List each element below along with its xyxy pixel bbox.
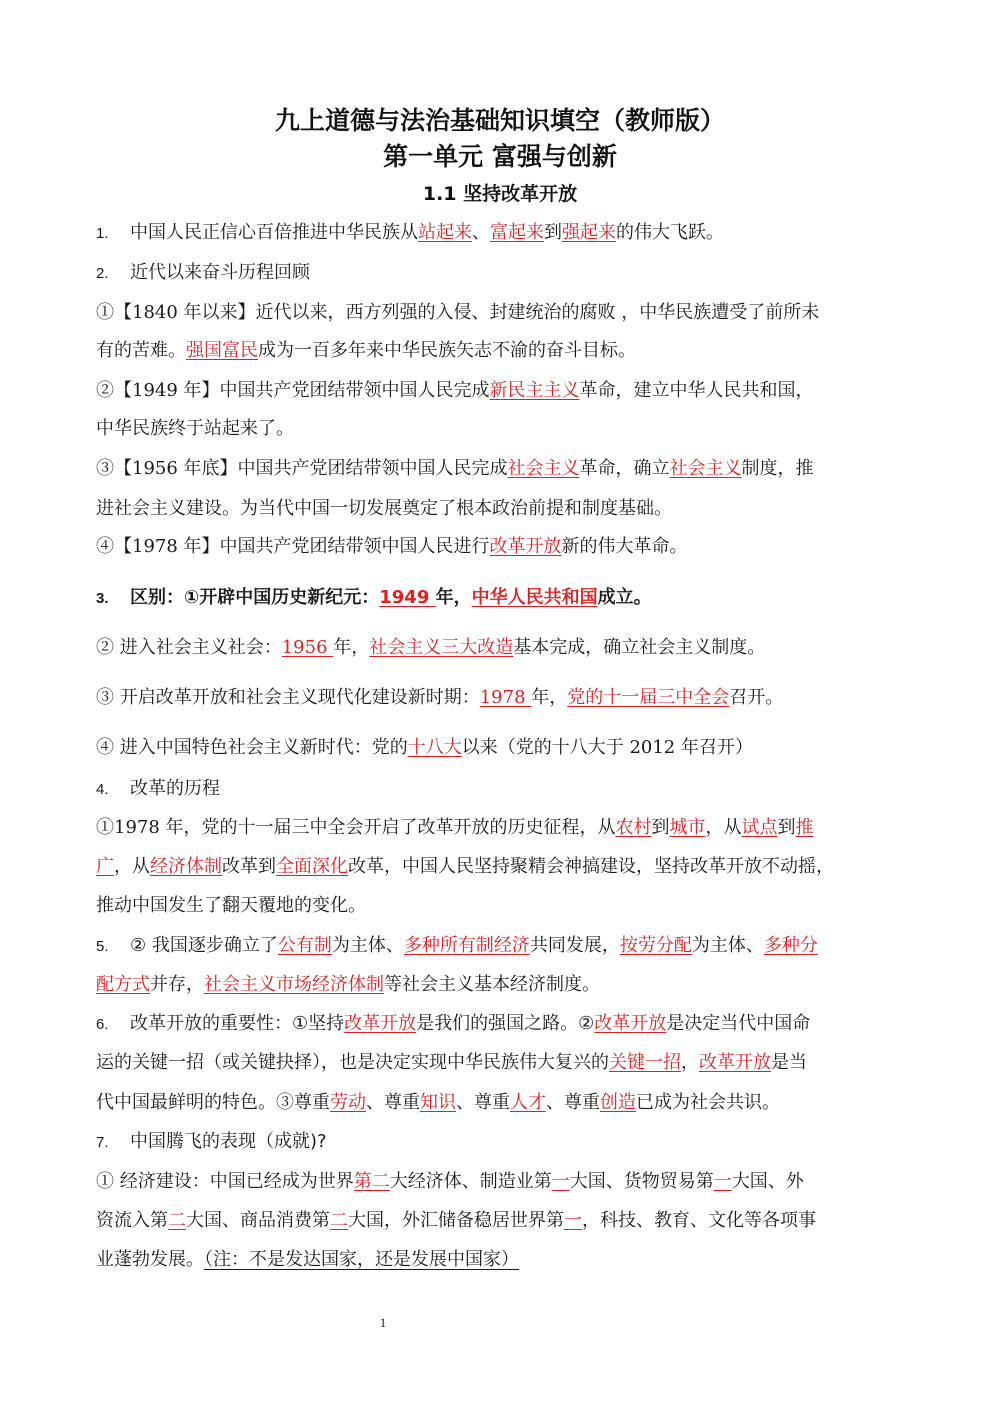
text-segment: 的伟大飞跃。 <box>616 222 724 243</box>
text-segment: 近代以来奋斗历程回顾 <box>130 262 310 283</box>
text-segment: ④ 进入中国特色社会主义新时代：党的 <box>96 737 408 758</box>
answer-blank: 十八大 <box>407 737 462 758</box>
answer-blank: 二 <box>168 1210 186 1231</box>
body-text-line <box>96 300 916 326</box>
text-segment: 为主体、 <box>331 935 404 956</box>
text-segment: 进社会主义建设。为当代中国一切发展奠定了根本政治前提和制度基础。 <box>96 498 672 519</box>
text-segment: 以来（党的十八大于 2012 年召开） <box>461 737 753 758</box>
body-text-line <box>96 338 916 364</box>
answer-blank: 1949 <box>379 587 436 608</box>
text-segment: 共同发展， <box>529 935 620 956</box>
answer-blank: 社会主义 <box>507 458 580 479</box>
item-heading-line <box>96 1129 916 1156</box>
text-segment: 中华民族终于站起来了。 <box>96 418 294 439</box>
answer-blank: 配方式 <box>96 974 150 995</box>
text-segment: 是当 <box>771 1052 807 1073</box>
text-segment: ②【1949 年】中国共产党团结带领中国人民完成 <box>96 380 490 401</box>
text-segment: 大国、商品消费第 <box>186 1210 330 1231</box>
body-text-line <box>96 1169 916 1195</box>
body-text-line <box>96 534 916 560</box>
body-text-line <box>96 1208 916 1234</box>
text-segment: 中国人民正信心百倍推进中华民族从 <box>130 222 418 243</box>
item-heading-line <box>96 776 916 803</box>
item-number: 2. <box>96 265 109 282</box>
text-segment: ，从 <box>705 817 742 838</box>
item-number: 7. <box>96 1134 109 1151</box>
answer-blank: 强国富民 <box>186 340 258 361</box>
text-segment: 召开。 <box>729 687 784 708</box>
text-segment: 、尊重 <box>546 1092 600 1113</box>
text-segment: ， <box>681 1052 699 1073</box>
answer-blank: 创造 <box>600 1092 636 1113</box>
text-segment: 、尊重 <box>366 1092 420 1113</box>
answer-blank: 多种分 <box>763 935 818 956</box>
text-segment: ③【1956 年底】中国共产党团结带领中国人民完成 <box>96 458 508 479</box>
item-number: 4. <box>96 781 109 798</box>
text-segment: ② 我国逐步确立了 <box>130 935 278 956</box>
text-segment: 为主体、 <box>691 935 764 956</box>
text-segment: 、尊重 <box>456 1092 510 1113</box>
answer-blank: 一 <box>713 1171 732 1192</box>
text-segment: 资流入第 <box>96 1210 168 1231</box>
item-heading-line <box>96 933 916 960</box>
text-segment: 代中国最鲜明的特色。③尊重 <box>96 1092 330 1113</box>
item-heading-line <box>96 260 916 287</box>
text-segment: 成为一百多年来中华民族矢志不渝的奋斗目标。 <box>258 340 636 361</box>
item-heading-line <box>96 220 916 247</box>
text-segment: 已成为社会共识。 <box>636 1092 780 1113</box>
item-number: 6. <box>96 1016 109 1033</box>
answer-blank: 多种所有制经济 <box>403 935 530 956</box>
item-heading-line <box>96 585 916 612</box>
body-text-line <box>96 416 916 442</box>
answer-blank: 公有制 <box>277 935 332 956</box>
answer-blank: 关键一招 <box>609 1052 681 1073</box>
answer-blank: 一 <box>564 1210 582 1231</box>
answer-blank: 二 <box>330 1210 348 1231</box>
answer-blank: 社会主义三大改造 <box>369 637 514 658</box>
answer-blank: 改革开放 <box>594 1013 667 1034</box>
document-title: 九上道德与法治基础知识填空（教师版） <box>274 106 725 135</box>
text-segment: 、 <box>472 222 490 243</box>
text-segment: 并存， <box>150 974 204 995</box>
text-segment: 中国腾飞的表现（成就)? <box>130 1131 327 1152</box>
item-number: 5. <box>96 938 109 955</box>
text-segment: 等社会主义基本经济制度。 <box>384 974 600 995</box>
text-segment: ①【1840 年以来】近代以来，西方列强的入侵、封建统治的腐败 ，中华民族遭受了前所未 <box>96 302 820 323</box>
page-number: 1 <box>379 1315 387 1330</box>
note-text: （注：不是发达国家，还是发展中国家） <box>204 1249 519 1270</box>
body-text-line <box>96 378 916 404</box>
text-segment: 大经济体、制造业第 <box>389 1171 552 1192</box>
text-segment: 大国、外 <box>731 1171 804 1192</box>
text-segment: ④【1978 年】中国共产党团结带领中国人民进行 <box>96 536 490 557</box>
text-segment: 运的关键一招（或关键抉择），也是决定实现中华民族伟大复兴的 <box>96 1052 609 1073</box>
body-text-line <box>96 1090 916 1116</box>
text-segment: 推动中国发生了翻天覆地的变化。 <box>96 895 366 916</box>
answer-blank: 改革开放 <box>489 536 562 557</box>
body-text-line <box>96 1247 916 1273</box>
text-segment: 大国，外汇储备稳居世界第 <box>348 1210 564 1231</box>
answer-blank: 富起来 <box>490 222 544 243</box>
answer-blank: 城市 <box>669 817 706 838</box>
answer-blank: 社会主义市场经济体制 <box>204 974 384 995</box>
body-text-line <box>96 735 916 761</box>
body-text-line <box>96 456 916 482</box>
text-segment: 制度，推 <box>741 458 814 479</box>
text-segment: 年， <box>333 637 370 658</box>
text-segment: 是我们的强国之路。② <box>416 1013 595 1034</box>
body-text-line <box>96 815 916 841</box>
body-text-line <box>96 1050 916 1076</box>
body-text-line <box>96 496 916 522</box>
body-text-line <box>96 635 916 661</box>
answer-blank: 一 <box>551 1171 570 1192</box>
answer-blank: 经济体制 <box>150 856 222 877</box>
answer-blank: 人才 <box>510 1092 546 1113</box>
text-segment: ，从 <box>114 856 150 877</box>
answer-blank: 新民主主义 <box>489 380 580 401</box>
answer-blank: 社会主义 <box>669 458 742 479</box>
answer-blank: 广 <box>96 856 114 877</box>
text-segment: 到 <box>544 222 562 243</box>
text-segment: 到 <box>777 817 796 838</box>
text-segment: ，科技、教育、文化等各项事 <box>582 1210 816 1231</box>
text-segment: 成立。 <box>597 587 652 608</box>
item-number: 1. <box>96 225 109 242</box>
unit-title: 第一单元 富强与创新 <box>383 142 617 171</box>
text-segment: 改革到 <box>222 856 276 877</box>
item-heading-line <box>96 1011 916 1038</box>
answer-blank: 试点 <box>741 817 778 838</box>
answer-blank: 农村 <box>615 817 652 838</box>
answer-blank: 改革开放 <box>699 1052 771 1073</box>
answer-blank: 中华人民共和国 <box>471 587 598 608</box>
section-title: 1.1 坚持改革开放 <box>422 183 578 205</box>
text-segment: 改革开放的重要性：①坚持 <box>130 1013 345 1034</box>
answer-blank: 强起来 <box>562 222 616 243</box>
answer-blank: 第二 <box>353 1171 390 1192</box>
body-text-line <box>96 893 916 919</box>
text-segment: 区别：①开辟中国历史新纪元： <box>130 587 380 608</box>
text-segment: 大国、货物贸易第 <box>569 1171 714 1192</box>
text-segment: 有的苦难。 <box>96 340 186 361</box>
body-text-line <box>96 685 916 711</box>
text-segment: ② 进入社会主义社会： <box>96 637 282 658</box>
text-segment: 年， <box>435 587 472 608</box>
text-segment: 是决定当代中国命 <box>666 1013 811 1034</box>
answer-blank: 站起来 <box>418 222 472 243</box>
text-segment: 业蓬勃发展。 <box>96 1249 204 1270</box>
answer-blank: 知识 <box>420 1092 456 1113</box>
text-segment: 到 <box>651 817 670 838</box>
text-segment: ①1978 年，党的十一届三中全会开启了改革开放的历史征程，从 <box>96 817 616 838</box>
body-text-line <box>96 854 916 880</box>
text-segment: ① 经济建设：中国已经成为世界 <box>96 1171 354 1192</box>
text-segment: 年， <box>531 687 568 708</box>
answer-blank: 党的十一届三中全会 <box>567 687 730 708</box>
text-segment: 革命，确立 <box>579 458 670 479</box>
answer-blank: 劳动 <box>330 1092 366 1113</box>
item-number: 3. <box>96 590 109 607</box>
text-segment: 改革，中国人民坚持聚精会神搞建设，坚持改革开放不动摇， <box>348 856 834 877</box>
answer-blank: 1978 <box>479 687 532 708</box>
text-segment: 革命，建立中华人民共和国， <box>579 380 814 401</box>
text-segment: 新的伟大革命。 <box>561 536 688 557</box>
answer-blank: 全面深化 <box>276 856 348 877</box>
text-segment: 改革的历程 <box>130 778 220 799</box>
text-segment: ③ 开启改革开放和社会主义现代化建设新时期： <box>96 687 480 708</box>
answer-blank: 按劳分配 <box>619 935 692 956</box>
answer-blank: 改革开放 <box>344 1013 417 1034</box>
body-text-line <box>96 972 916 998</box>
answer-blank: 推 <box>795 817 814 838</box>
text-segment: 基本完成，确立社会主义制度。 <box>513 637 766 658</box>
answer-blank: 1956 <box>281 637 334 658</box>
